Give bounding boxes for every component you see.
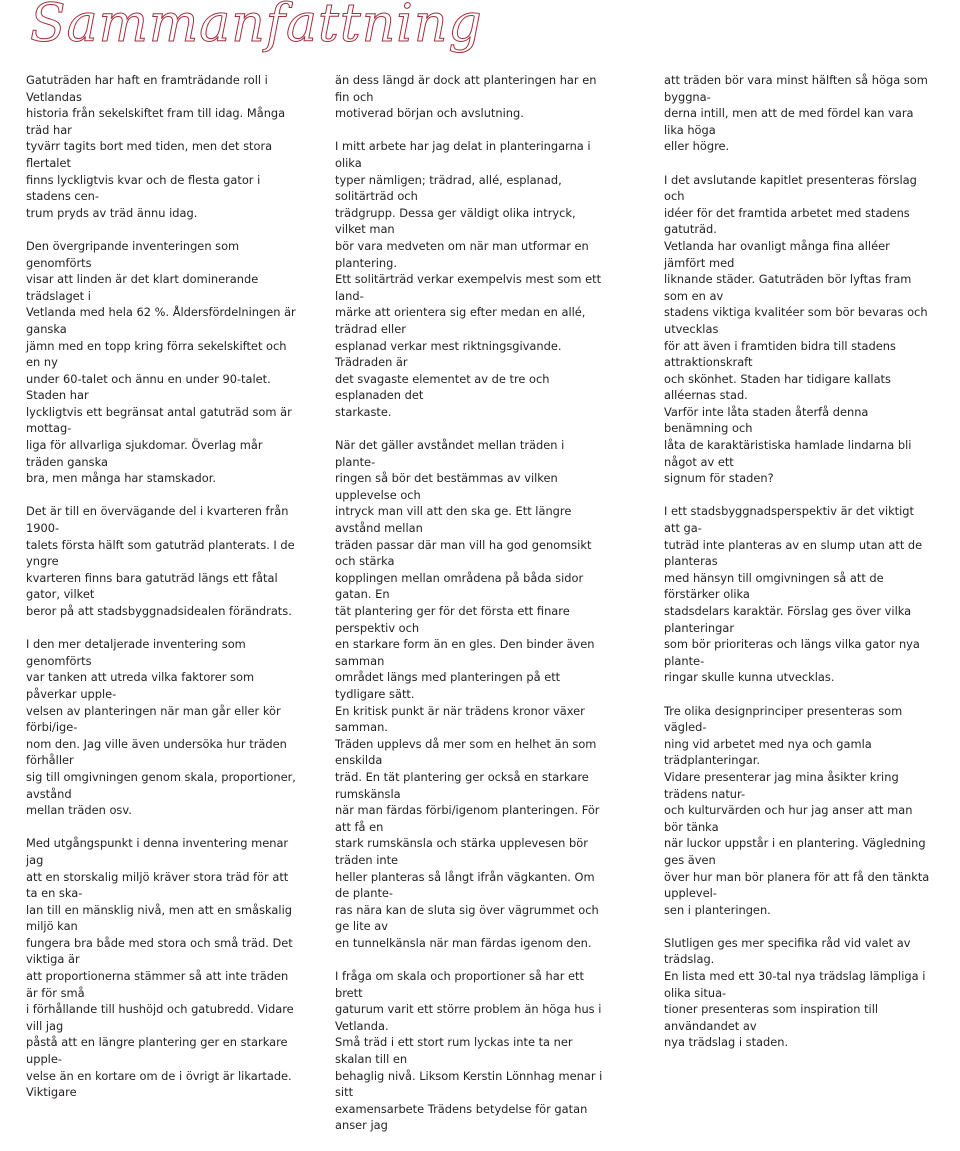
paragraph: I ett stadsbyggnadsperspektiv är det viktigt att ga- tuträd inte planteras av en slump utan att de planteras med hänsyn till omgivningen så att de förstärker olika stadsdelars karaktär. Förslag ges över vilka planteringar som bör prioriteras och längs vilka gator nya plante- ringar skulle kunna utvecklas. [664, 504, 923, 685]
paragraph: Slutligen ges mer specifika råd vid valet av trädslag. En lista med ett 30-tal nya trädslag lämpliga i olika situa- tioner presenteras som inspiration till användandet av nya trädslag i staden. [664, 935, 926, 1050]
text-column-3 [664, 72, 932, 1068]
paragraph: än dess längd är dock att planteringen har en fin och motiverad början och avslutning. [335, 73, 597, 121]
paragraph: Det är till en övervägande del i kvarteren från 1900- talets första hälft som gatuträd planterats. I de yngre kvarteren finns bara gatuträd längs ett fåtal gator, vilket beror på att stadsbyggnadsidealen förändrats. [26, 504, 295, 618]
paragraph: Den övergripande inventeringen som genomförts visar att linden är det klart dominerande trädslaget i Vetlanda med hela 62 %. Åldersfördelningen är ganska jämn med en topp kring förra sekelskiftet och en ny under 60-talet och ännu en under 90-talet. Staden har lyckligtvis ett begränsat antal gatuträd som är mottag- liga för allvarliga sjukdomar. Överlag mår träden ganska bra, men många har stamskador. [26, 238, 296, 486]
text-column-1 [26, 72, 296, 1117]
paragraph: Med utgångspunkt i denna inventering menar jag att en storskalig miljö kräver stora träd för att ta en ska- lan till en mänsklig nivå, men att en småskalig miljö kan fungera bra både med stora och små träd. Det viktiga är att proportionerna stämmer så att inte träden är för små i förhållande till hushöjd och gatubredd. Vidare vill jag påstå att en längre plantering ger en starkare upple- velse än en kortare om de i övrigt är likartade. Viktigare [26, 836, 294, 1100]
paragraph: I det avslutande kapitlet presenteras förslag och idéer för det framtida arbetet med stadens gatuträd. Vetlanda har ovanligt många fina alléer jämfört med liknande städer. Gatuträden bör lyftas fram som en av stadens viktiga kvalitéer som bör bevaras och utvecklas för att även i framtiden bidra till stadens attraktionskraft och skönhet. Staden har tidigare kallats alléernas stad. Varför inte låta staden återfå denna benämning och låta de karaktäristiska hamlade lindarna bli något av ett signum för staden? [664, 172, 928, 486]
paragraph: Gatuträden har haft en framträdande roll i Vetlandas historia från sekelskiftet fram till idag. Många träd har tyvärr tagits bort med tiden, men det stora flertalet finns lyckligtvis kvar och de flesta gator i stadens cen- trum pryds av träd ännu idag. [26, 73, 286, 220]
text-column-2 [335, 72, 605, 1151]
paragraph: I den mer detaljerade inventering som genomförts var tanken att utreda vilka faktorer som påverkar upple- velsen av planteringen när man går eller kör förbi/ige- nom den. Jag ville även undersöka hur träden förhåller sig till omgivningen genom skala, proportioner, avstånd mellan träden osv. [26, 637, 296, 818]
paragraph: att träden bör vara minst hälften så höga som byggna- derna intill, men att de med fördel kan vara lika höga eller högre. [664, 73, 928, 154]
paragraph: Tre olika designprinciper presenteras som vägled- ning vid arbetet med nya och gamla trädplanteringar. Vidare presenterar jag mina åsikter kring trädens natur- och kulturvärden och hur jag anser att man bör tänka när luckor uppstår i en plantering. Vägledning ges även över hur man bör planera för att få den tänkta upplevel- sen i planteringen. [664, 703, 930, 917]
paragraph: I mitt arbete har jag delat in planteringarna i olika typer nämligen; trädrad, allé, esplanad, solitärträd och trädgrupp. Dessa ger väldigt olika intryck, vilket man bör vara medveten om när man utformar en plantering. Ett solitärträd verkar exempelvis mest som ett land- märke att orientera sig efter medan en allé, trädrad eller esplanad verkar mest riktningsgivande. Trädraden är det svagaste elementet av de tre och esplanaden det starkaste. [335, 139, 602, 419]
page-title: Sammanfattning [30, 0, 483, 54]
paragraph: När det gäller avståndet mellan träden i plante- ringen så bör det bestämmas av vilken upplevelse och intryck man vill att den ska ge. Ett längre avstånd mellan träden passar där man vill ha god genomsikt och stärka kopplingen mellan områdena på båda sidor gatan. En tät plantering ger för det första ett finare perspektiv och en starkare form än en gles. Den binder även samman området längs med planteringen på ett tydligare sätt. En kritisk punkt är när trädens kronor växer samman. Träden upplevs då mer som en helhet än som enskilda träd. En tät plantering ger också en starkare rumskänsla när man färdas förbi/igenom planteringen. För att få en stark rumskänsla och stärka upplevesen bör träden inte heller planteras så långt ifrån vägkanten. Om de plante- ras nära kan de sluta sig över vägrummet och ge lite av en tunnelkänsla när man färdas igenom den. [335, 438, 600, 950]
paragraph: I fråga om skala och proportioner så har ett brett gaturum varit ett större problem än höga hus i Vetlanda. Små träd i ett stort rum lyckas inte ta ner skalan till en behaglig nivå. Liksom Kerstin Lönnhag menar i sitt examensarbete Trädens betydelse för gatan anser jag [335, 969, 603, 1133]
